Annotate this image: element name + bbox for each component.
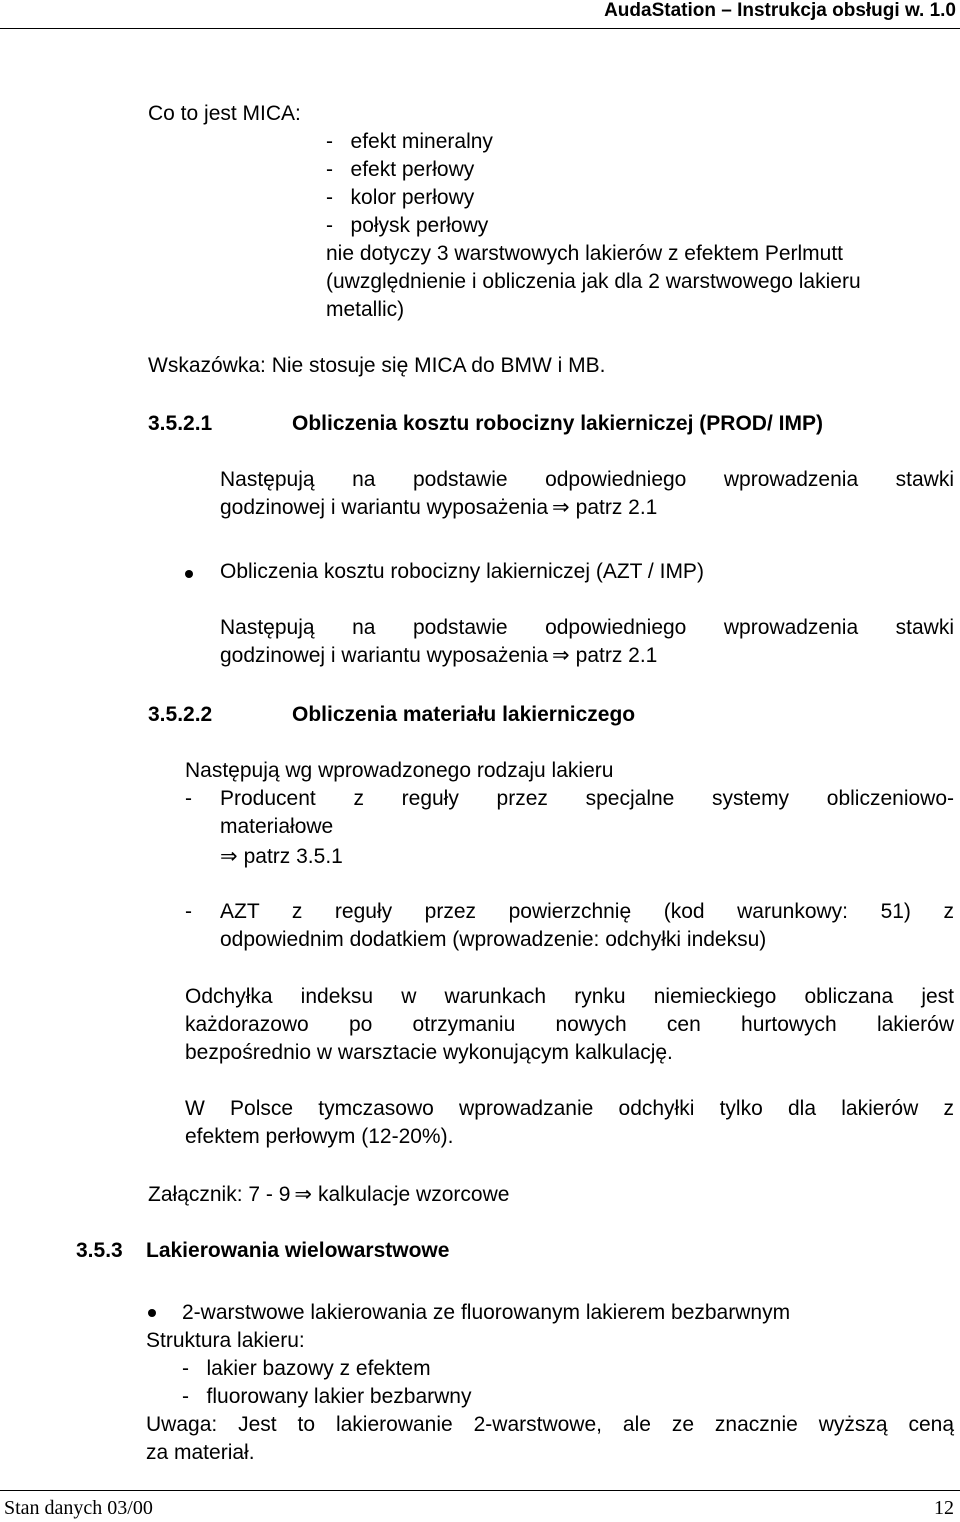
header-rule	[0, 28, 960, 29]
dash: -	[326, 186, 333, 209]
arrow-right-icon: ⇒	[552, 644, 570, 667]
mica-hint: Wskazówka: Nie stosuje się MICA do BMW i MB.	[148, 354, 606, 377]
note-line: Uwaga: Jest to lakierowanie 2-warstwowe, ale ze znacznie wyższą ceną	[146, 1413, 954, 1436]
mica-item-label: połysk perłowy	[350, 214, 489, 237]
page-header-title: AudaStation – Instrukcja obsługi w. 1.0	[604, 0, 956, 21]
mica-item	[326, 128, 493, 156]
paragraph-line	[220, 642, 657, 670]
structure-item-label: fluorowany lakier bezbarwny	[206, 1385, 472, 1408]
dash: -	[185, 787, 192, 810]
reference-link: patrz 2.1	[575, 644, 658, 667]
structure-item	[182, 1383, 471, 1411]
list-item-line: odpowiednim dodatkiem (wprowadzenie: odchyłki indeksu)	[220, 928, 767, 951]
paragraph-line: Następują na podstawie odpowiedniego wprowadzenia stawki	[220, 616, 954, 639]
list-item-line: AZT z reguły przez powierzchnię (kod warunkowy: 51) z	[220, 900, 954, 923]
dash: -	[182, 1357, 189, 1380]
bullet-icon	[148, 1309, 156, 1317]
mica-heading: Co to jest MICA:	[148, 102, 301, 125]
page-number: 12	[934, 1497, 954, 1519]
mica-item	[326, 212, 488, 240]
arrow-right-icon: ⇒	[294, 1183, 312, 1206]
paragraph-line: efektem perłowym (12-20%).	[185, 1125, 454, 1148]
section-number: 3.5.2.1	[148, 412, 213, 435]
mica-item-label: efekt mineralny	[350, 130, 493, 153]
paragraph-line: każdorazowo po otrzymaniu nowych cen hurtowych lakierów	[185, 1013, 954, 1036]
attachment-line	[148, 1181, 509, 1209]
mica-note-line: (uwzględnienie i obliczenia jak dla 2 warstwowego lakieru	[326, 270, 861, 293]
dash: -	[185, 900, 192, 923]
list-item-line: Producent z reguły przez specjalne systemy obliczeniowo-	[220, 787, 954, 810]
bullet-title: Obliczenia kosztu robocizny lakierniczej (AZT / IMP)	[220, 560, 704, 583]
mica-item-label: kolor perłowy	[350, 186, 475, 209]
bullet-icon	[185, 570, 193, 578]
mica-item	[326, 156, 474, 184]
structure-item-label: lakier bazowy z efektem	[206, 1357, 431, 1380]
structure-label: Struktura lakieru:	[146, 1329, 305, 1352]
reference-link: patrz 3.5.1	[243, 845, 343, 868]
section-number: 3.5.3	[76, 1239, 123, 1262]
arrow-right-icon: ⇒	[552, 496, 570, 519]
arrow-right-icon: ⇒	[220, 845, 238, 868]
structure-item	[182, 1355, 431, 1383]
paragraph-line: Odchyłka indeksu w warunkach rynku niemieckiego obliczana jest	[185, 985, 954, 1008]
mica-item	[326, 184, 474, 212]
bullet-text: 2-warstwowe lakierowania ze fluorowanym lakierem bezbarwnym	[182, 1301, 791, 1324]
reference-line	[220, 843, 343, 871]
paragraph-line: bezpośrednio w warsztacie wykonującym kalkulację.	[185, 1041, 673, 1064]
list-item-line: materiałowe	[220, 815, 334, 838]
reference-link: patrz 2.1	[575, 496, 658, 519]
section-title: Lakierowania wielowarstwowe	[146, 1239, 450, 1262]
section-title: Obliczenia kosztu robocizny lakierniczej (PROD/ IMP)	[292, 412, 823, 435]
paragraph-line: Następują wg wprowadzonego rodzaju lakieru	[185, 759, 614, 782]
section-title: Obliczenia materiału lakierniczego	[292, 703, 636, 726]
paragraph-line	[220, 494, 657, 522]
footer-rule	[0, 1490, 960, 1491]
dash: -	[326, 214, 333, 237]
attachment-label: Załącznik: 7 - 9	[148, 1183, 291, 1206]
mica-item-label: efekt perłowy	[350, 158, 475, 181]
section-number: 3.5.2.2	[148, 703, 213, 726]
dash: -	[326, 158, 333, 181]
attachment-text: kalkulacje wzorcowe	[318, 1183, 510, 1206]
mica-note-line: metallic)	[326, 298, 405, 321]
footer-date: Stan danych 03/00	[4, 1497, 153, 1519]
paragraph-line: W Polsce tymczasowo wprowadzanie odchyłki tylko dla lakierów z	[185, 1097, 954, 1120]
mica-note-line: nie dotyczy 3 warstwowych lakierów z efektem Perlmutt	[326, 242, 844, 265]
dash: -	[182, 1385, 189, 1408]
dash: -	[326, 130, 333, 153]
paragraph-text: godzinowej i wariantu wyposażenia	[220, 644, 549, 667]
paragraph-line: Następują na podstawie odpowiedniego wprowadzenia stawki	[220, 468, 954, 491]
note-line: za materiał.	[146, 1441, 255, 1464]
paragraph-text: godzinowej i wariantu wyposażenia	[220, 496, 549, 519]
